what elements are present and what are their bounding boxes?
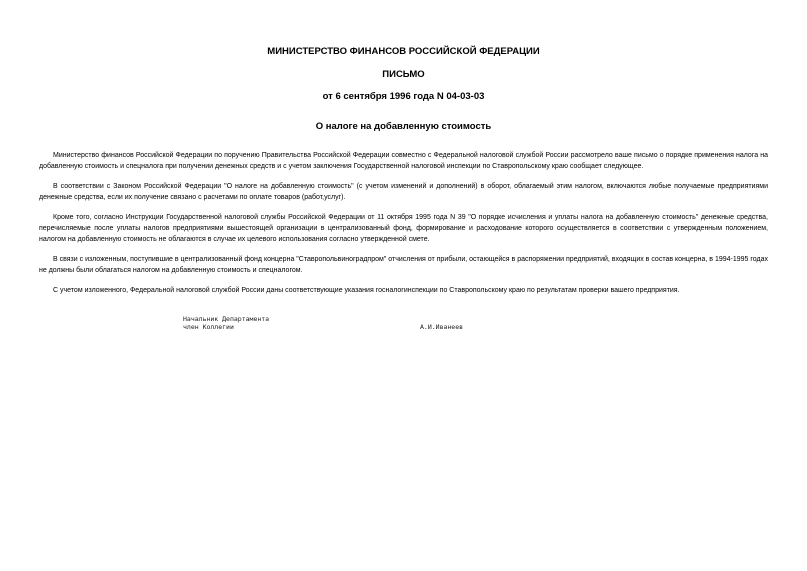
- signature-name: А.И.Иванеев: [420, 323, 464, 331]
- paragraph-1: Министерство финансов Российской Федерации по поручению Правительства Российской Федерации совместно с Федеральной налоговой службой России рассмотрело ваше письмо о порядке применения налога на добавленную стоимость и спецналога при получении денежных средств и с учетом заключения Государственной налоговой инспекции по Ставропольскому краю сообщает следующее.: [39, 152, 768, 170]
- signature-title-line-1: Начальник Департамента: [183, 315, 270, 323]
- signature-title-line-2: член Коллегии: [183, 323, 234, 331]
- document-date-number: от 6 сентября 1996 года N 04-03-03: [322, 91, 485, 102]
- document-type: ПИСЬМО: [382, 69, 425, 80]
- paragraph-4: В связи с изложенным, поступившие в централизованный фонд концерна "Ставропольвиноградпром" отчисления от прибыли, остающейся в распоряжении предприятий, входящих в состав концерна, в 1994-1995 годах не должны были облагаться налогом на добавленную стоимость и спецналогом.: [39, 256, 768, 274]
- paragraph-5: С учетом изложенного, Федеральной налоговой службой России даны соответствующие указания госналогинспекции по Ставропольскому краю по результатам проверки вашего предприятия.: [53, 287, 680, 294]
- document-subject: О налоге на добавленную стоимость: [315, 121, 492, 132]
- paragraph-2: В соответствии с Законом Российской Федерации "О налоге на добавленную стоимость" (с учетом изменений и дополнений) в оборот, облагаемый этим налогом, включаются любые получаемые предприятиями денежные средства, если их получение связано с расчетами по оплате товаров (работ,услуг).: [39, 183, 768, 201]
- ministry-heading: МИНИСТЕРСТВО ФИНАНСОВ РОССИЙСКОЙ ФЕДЕРАЦИИ: [267, 46, 540, 57]
- paragraph-3: Кроме того, согласно Инструкции Государственной налоговой службы Российской Федерации от 11 октября 1995 года N 39 "О порядке исчисления и уплаты налога на добавленную стоимость" денежные средства, перечисляемые после уплаты налогов предприятиями вышестоящей организации в централизованный фонд, формирование и расходование которого осуществляется в соответствии с утвержденным положением, налогом на добавленную стоимость не облагаются в случае их целевого использования согласно утвержденной смете.: [39, 214, 768, 243]
